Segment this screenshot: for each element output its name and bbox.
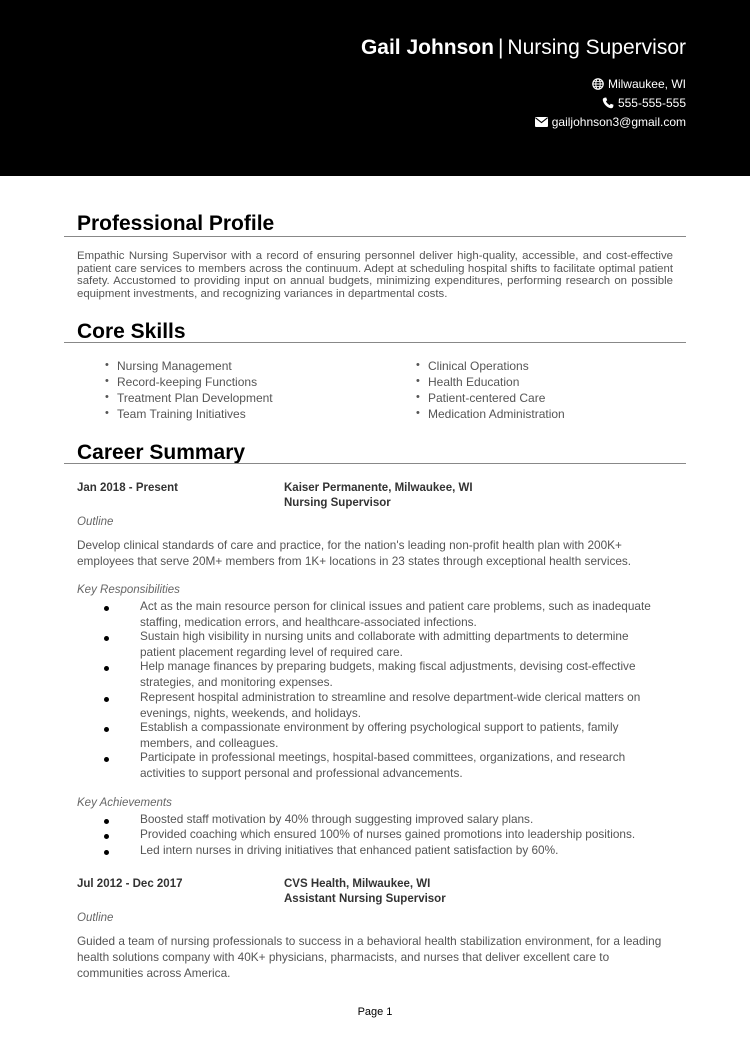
skill-item: • Patient-centered Care	[416, 391, 546, 405]
responsibility-item: Participate in professional meetings, hospital-based committees, organizations, and research activities to support personal and professional advancements.	[140, 750, 626, 780]
name-separator: |	[497, 36, 504, 59]
achievement-item: Led intern nurses in driving initiatives that enhanced patient satisfaction by 60%.	[140, 843, 559, 857]
bullet	[104, 850, 109, 855]
globe-icon	[592, 78, 604, 90]
skill-item: • Record-keeping Functions	[105, 375, 258, 389]
bullet	[104, 727, 109, 732]
job-outline: Develop clinical standards of care and practice, for the nation's leading non-profit health plan with 200K+ employees that serve 20M+ members from 1K+ locations in 23 states through exceptional health services.	[77, 538, 632, 568]
bullet: •	[416, 391, 420, 403]
bullet	[104, 757, 109, 762]
bullet: •	[416, 359, 420, 371]
bullet	[104, 834, 109, 839]
section-rule	[64, 342, 686, 343]
job-dates: Jul 2012 - Dec 2017	[77, 878, 183, 890]
candidate-role: Nursing Supervisor	[507, 36, 686, 59]
job-position: Nursing Supervisor	[284, 497, 391, 509]
bullet: •	[105, 359, 109, 371]
section-rule	[64, 236, 686, 237]
skill-item: • Health Education	[416, 375, 520, 389]
phone-text: 555-555-555	[617, 96, 686, 110]
section-title-career: Career Summary	[77, 441, 246, 464]
bullet	[104, 606, 109, 611]
responsibilities-label: Key Responsibilities	[77, 584, 180, 596]
bullet: •	[416, 375, 420, 387]
achievements-label: Key Achievements	[77, 797, 172, 809]
bullet	[104, 819, 109, 824]
responsibility-item: Establish a compassionate environment by offering psychological support to patients, family members, and colleagues.	[140, 720, 619, 750]
envelope-icon	[535, 117, 548, 127]
bullet	[104, 666, 109, 671]
skill-item: • Team Training Initiatives	[105, 407, 246, 421]
bullet: •	[105, 407, 109, 419]
phone-icon	[602, 97, 614, 109]
candidate-name: Gail Johnson	[360, 36, 494, 59]
skill-item: • Medication Administration	[416, 407, 565, 421]
resume-header	[0, 0, 750, 176]
contact-location	[592, 77, 686, 91]
bullet: •	[416, 407, 420, 419]
skill-item: • Clinical Operations	[416, 359, 529, 373]
job-position: Assistant Nursing Supervisor	[284, 893, 446, 905]
section-rule	[64, 463, 686, 464]
job-company: CVS Health, Milwaukee, WI	[284, 878, 431, 890]
responsibility-item: Represent hospital administration to streamline and resolve department-wide clerical matters on evenings, nights, weekends, and holidays.	[140, 690, 641, 720]
outline-label: Outline	[77, 516, 114, 528]
responsibility-item: Help manage finances by preparing budgets, making fiscal adjustments, devising cost-effective strategies, and monitoring expenses.	[140, 659, 636, 689]
achievement-item: Provided coaching which ensured 100% of nurses gained promotions into leadership positions.	[140, 827, 636, 841]
section-title-profile: Professional Profile	[77, 212, 275, 235]
outline-label: Outline	[77, 912, 114, 924]
achievement-item: Boosted staff motivation by 40% through suggesting improved salary plans.	[140, 812, 534, 826]
contact-email	[535, 115, 686, 129]
page-number: Page 1	[357, 1006, 393, 1018]
skill-item: • Treatment Plan Development	[105, 391, 273, 405]
bullet: •	[105, 375, 109, 387]
location-text: Milwaukee, WI	[607, 77, 686, 91]
job-outline: Guided a team of nursing professionals to success in a behavioral health stabilization environment, for a leading health solutions company with 40K+ physicians, pharmacists, and nurses that deliver excellent care to communities across America.	[77, 934, 662, 980]
section-title-skills: Core Skills	[77, 320, 186, 343]
name-title-line	[361, 36, 686, 60]
job-company: Kaiser Permanente, Milwaukee, WI	[284, 482, 473, 494]
responsibility-item: Sustain high visibility in nursing units and collaborate with admitting departments to determine patient placement regarding level of required care.	[140, 629, 629, 659]
contact-phone	[602, 96, 686, 110]
bullet: •	[105, 391, 109, 403]
responsibility-item: Act as the main resource person for clinical issues and patient care problems, such as inadequate staffing, medication errors, and healthcare-associated infections.	[140, 599, 651, 629]
profile-text: Empathic Nursing Supervisor with a record of ensuring personnel deliver high-quality, accessible, and cost-effective patient care services to members across the continuum. Adept at scheduling hospital shifts to facilitate optimal patient safety. Accustomed to providing input on annual budgets, minimizing expenditures, performing research on possible equipment investments, and recognizing variances in departmental costs.	[77, 250, 673, 300]
skill-item: • Nursing Management	[105, 359, 232, 373]
bullet	[104, 697, 109, 702]
bullet	[104, 636, 109, 641]
job-dates: Jan 2018 - Present	[77, 482, 179, 494]
email-text: gailjohnson3@gmail.com	[551, 115, 686, 129]
